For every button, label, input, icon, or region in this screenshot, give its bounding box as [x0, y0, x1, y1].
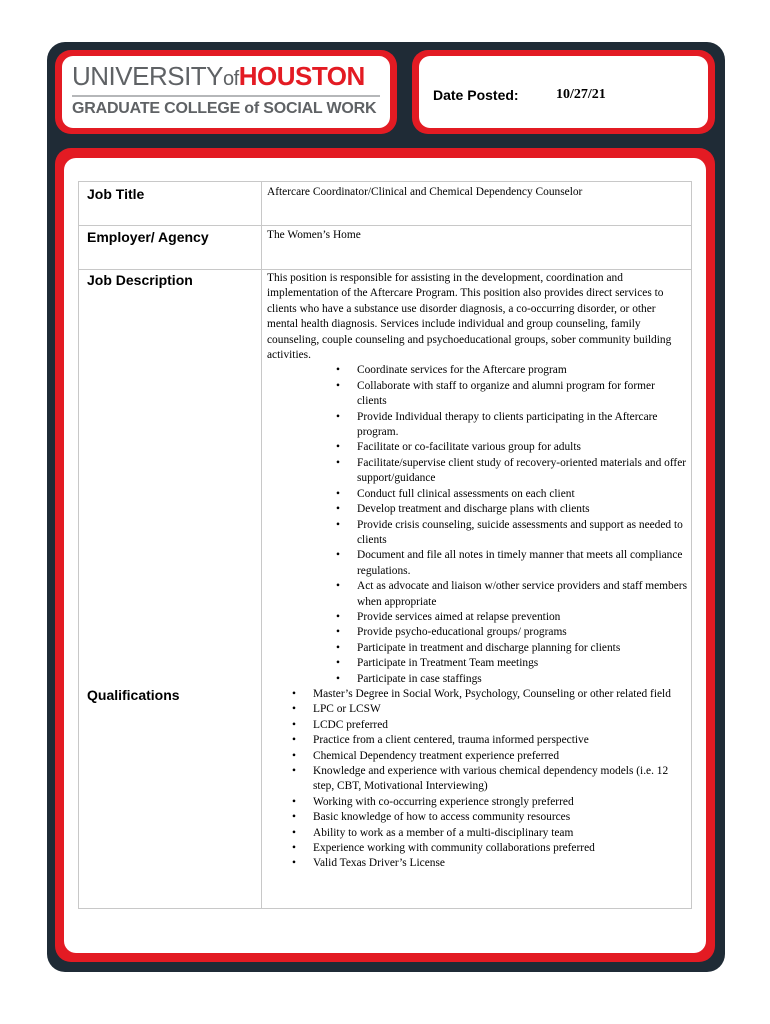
list-item: • Ability to work as a member of a multi-disciplinary team: [313, 826, 687, 841]
logo-university-name: [72, 61, 365, 92]
list-item: • Provide psycho-educational groups/ programs: [357, 625, 687, 640]
list-item: • Knowledge and experience with various chemical dependency models (i.e. 12 step, CBT, Motivational Interviewing): [313, 764, 687, 795]
job-description-label: Job Description: [87, 272, 193, 288]
list-item: • Act as advocate and liaison w/other service providers and staff members when appropriate: [357, 579, 687, 610]
logo-houston-word: HOUSTON: [238, 61, 365, 91]
list-item: • Facilitate or co-facilitate various group for adults: [357, 440, 687, 455]
list-item: • Valid Texas Driver’s License: [313, 856, 687, 871]
list-item: • LPC or LCSW: [313, 702, 687, 717]
date-posted-panel: [419, 56, 708, 128]
table-row-divider: [79, 225, 691, 226]
job-details-table: [78, 181, 692, 909]
list-item: • Document and file all notes in timely manner that meets all compliance regulations.: [357, 548, 687, 579]
table-column-divider: [261, 182, 262, 908]
list-item: • LCDC preferred: [313, 718, 687, 733]
list-item: • Participate in Treatment Team meetings: [357, 656, 687, 671]
logo-university-word: UNIVERSITY: [72, 61, 224, 91]
university-logo-box: [55, 50, 397, 134]
list-item: • Coordinate services for the Aftercare program: [357, 363, 687, 378]
list-item: • Collaborate with staff to organize and alumni program for former clients: [357, 379, 687, 410]
list-item: • Chemical Dependency treatment experience preferred: [313, 749, 687, 764]
job-description-value: [267, 271, 687, 687]
logo-of-word: of: [223, 68, 239, 90]
list-item: • Participate in case staffings: [357, 672, 687, 687]
list-item: • Conduct full clinical assessments on each client: [357, 487, 687, 502]
list-item: • Working with co-occurring experience strongly preferred: [313, 795, 687, 810]
list-item: • Practice from a client centered, trauma informed perspective: [313, 733, 687, 748]
list-item: • Provide crisis counseling, suicide assessments and support as needed to clients: [357, 518, 687, 549]
qualifications-list: [267, 687, 687, 872]
employer-value: The Women’s Home: [267, 229, 361, 241]
list-item: • Provide Individual therapy to clients participating in the Aftercare program.: [357, 410, 687, 441]
job-description-intro: This position is responsible for assisting in the development, coordination and implementation of the Aftercare Program. This position also provides direct services to clients who have a substance use disorder diagnosis, a co-occurring disorder, or other mental health diagnosis. Services include individual and group counseling, family counseling, couple counseling and psychoeducational groups, sober community building activities.: [267, 272, 672, 362]
date-posted-box: [412, 50, 715, 134]
logo-divider: [72, 95, 380, 97]
employer-label: Employer/ Agency: [87, 229, 209, 245]
qualifications-label: Qualifications: [87, 687, 180, 703]
university-logo: [62, 56, 390, 128]
table-row-divider: [79, 269, 691, 270]
list-item: • Master’s Degree in Social Work, Psychology, Counseling or other related field: [313, 687, 687, 702]
list-item: • Basic knowledge of how to access community resources: [313, 810, 687, 825]
date-posted-value: 10/27/21: [556, 87, 606, 102]
logo-college-name: GRADUATE COLLEGE of SOCIAL WORK: [72, 100, 377, 117]
list-item: • Participate in treatment and discharge planning for clients: [357, 641, 687, 656]
list-item: • Provide services aimed at relapse prevention: [357, 610, 687, 625]
job-title-value: Aftercare Coordinator/Clinical and Chemical Dependency Counselor: [267, 186, 583, 198]
list-item: • Develop treatment and discharge plans with clients: [357, 502, 687, 517]
list-item: • Experience working with community collaborations preferred: [313, 841, 687, 856]
list-item: • Facilitate/supervise client study of recovery-oriented materials and offer support/guidance: [357, 456, 687, 487]
qualifications-value: [267, 687, 687, 872]
job-title-label: Job Title: [87, 186, 145, 202]
job-description-list: [267, 363, 687, 687]
date-posted-label: Date Posted:: [433, 87, 519, 103]
